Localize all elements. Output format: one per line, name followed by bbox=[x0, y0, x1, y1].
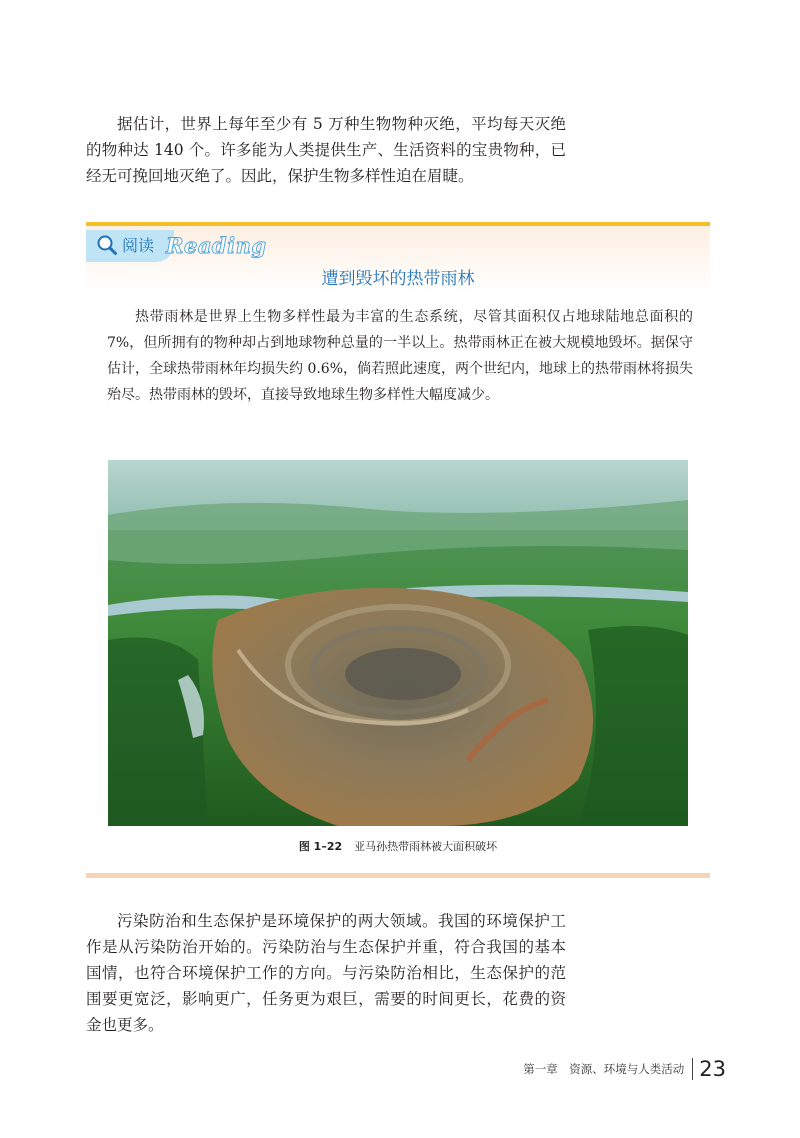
footer-divider bbox=[692, 1058, 693, 1080]
rainforest-photo bbox=[108, 460, 688, 826]
figure-caption-text: 亚马孙热带雨林被大面积破坏 bbox=[354, 840, 498, 853]
intro-paragraph: 据估计，世界上每年至少有 5 万种生物物种灭绝，平均每天灭绝的物种达 140 个。许多能为人类提供生产、生活资料的宝贵物种，已经无可挽回地灭绝了。因此，保护生物多样性迫在眉睫。 bbox=[86, 115, 566, 185]
reading-tab bbox=[86, 226, 267, 266]
reading-paragraph: 热带雨林是世界上生物多样性最为丰富的生态系统，尽管其面积仅占地球陆地总面积的 7%，但所拥有的物种却占到地球物种总量的一半以上。热带雨林正在被大规模地毁坏。据保守估计，全球热带雨林年均损失约 0.6%，倘若照此速度，两个世纪内，地球上的热带雨林将损失殆尽。热带雨林的毁坏，直接导致地球生物多样性大幅度减少。 bbox=[107, 309, 694, 403]
reading-bottom-rule bbox=[86, 873, 710, 878]
reading-tab-label: 阅读 bbox=[122, 236, 155, 255]
reading-tab-english-label: Reading bbox=[166, 233, 267, 258]
closing-paragraph: 污染防治和生态保护是环境保护的两大领域。我国的环境保护工作是从污染防治开始的。污染防治与生态保护并重，符合我国的基本国情，也符合环境保护工作的方向。与污染防治相比，生态保护的范围要更宽泛，影响更广，任务更为艰巨，需要的时间更长，花费的资金也更多。 bbox=[86, 912, 566, 1034]
chapter-title: 第一章 资源、环境与人类活动 bbox=[523, 1062, 685, 1076]
figure-caption bbox=[86, 838, 710, 854]
rainforest-mine-image bbox=[108, 460, 688, 826]
reading-box bbox=[86, 222, 710, 878]
page-footer bbox=[523, 1057, 726, 1081]
page-number: 23 bbox=[699, 1057, 726, 1081]
magnifier-icon bbox=[96, 234, 118, 256]
figure-label: 图 1–22 bbox=[298, 840, 343, 853]
reading-title: 遭到毁坏的热带雨林 bbox=[321, 269, 475, 289]
